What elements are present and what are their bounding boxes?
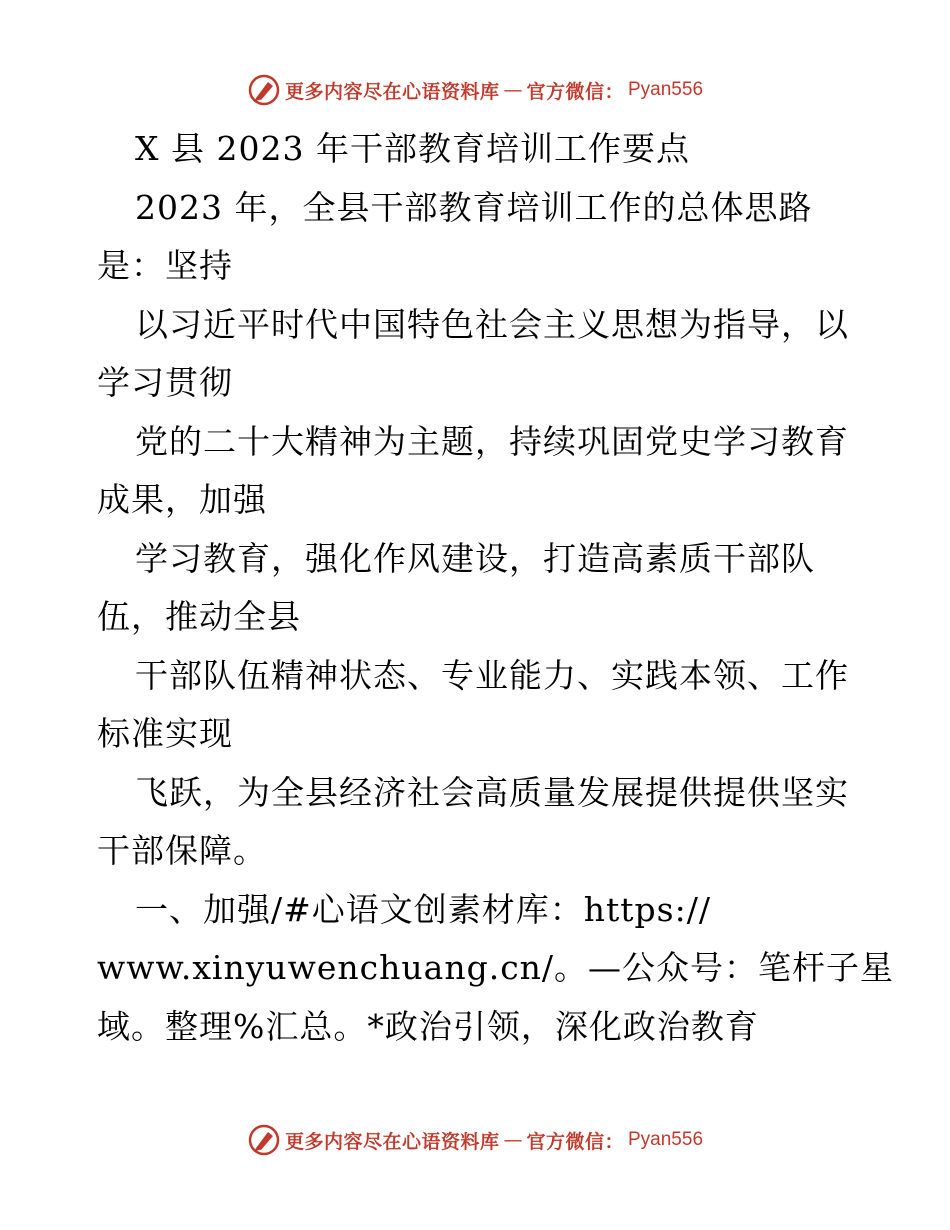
paragraph-line: 标准实现 xyxy=(97,714,233,753)
section-heading-line: www.xinyuwenchuang.cn/。—公众号：笔杆子星 xyxy=(97,948,895,987)
document-title: X 县 2023 年干部教育培训工作要点 xyxy=(135,129,690,168)
banner-wechat-id: Pyan556 xyxy=(628,1129,704,1150)
paragraph-line: 党的二十大精神为主题，持续巩固党史学习教育 xyxy=(135,421,849,461)
pen-nib-logo-icon xyxy=(247,73,281,107)
paragraph-line: 干部保障。 xyxy=(97,831,267,870)
header-watermark-banner xyxy=(0,70,950,110)
paragraph-line: 学习教育，强化作风建设，打造高素质干部队 xyxy=(135,538,815,578)
paragraph-line: 干部队伍精神状态、专业能力、实践本领、工作 xyxy=(135,655,849,695)
section-heading-line: 一、加强/#心语文创素材库：https:// xyxy=(135,889,711,929)
paragraph-line: 飞跃，为全县经济社会高质量发展提供提供坚实 xyxy=(135,772,849,812)
banner-wechat-id: Pyan556 xyxy=(628,79,704,100)
banner-library-text: 更多内容尽在心语资料库 xyxy=(284,80,500,103)
banner-wechat-label: 官方微信： xyxy=(526,1130,624,1153)
banner-separator: — xyxy=(503,1129,523,1151)
pen-nib-logo-icon xyxy=(247,1123,281,1157)
banner-library-text: 更多内容尽在心语资料库 xyxy=(284,1130,500,1153)
paragraph-line: 学习贯彻 xyxy=(97,363,233,402)
paragraph-line: 伍，推动全县 xyxy=(97,597,301,636)
banner-wechat-label: 官方微信： xyxy=(526,80,624,103)
paragraph-line: 2023 年，全县干部教育培训工作的总体思路 xyxy=(135,187,813,227)
document-body xyxy=(97,120,895,1056)
paragraph-line: 是：坚持 xyxy=(97,246,233,285)
section-heading-line: 域。整理%汇总。*政治引领，深化政治教育 xyxy=(97,1006,759,1046)
banner-separator: — xyxy=(503,79,523,101)
paragraph-line: 成果，加强 xyxy=(97,480,267,519)
paragraph-line: 以习近平时代中国特色社会主义思想为指导，以 xyxy=(135,304,849,344)
footer-watermark-banner xyxy=(0,1120,950,1160)
